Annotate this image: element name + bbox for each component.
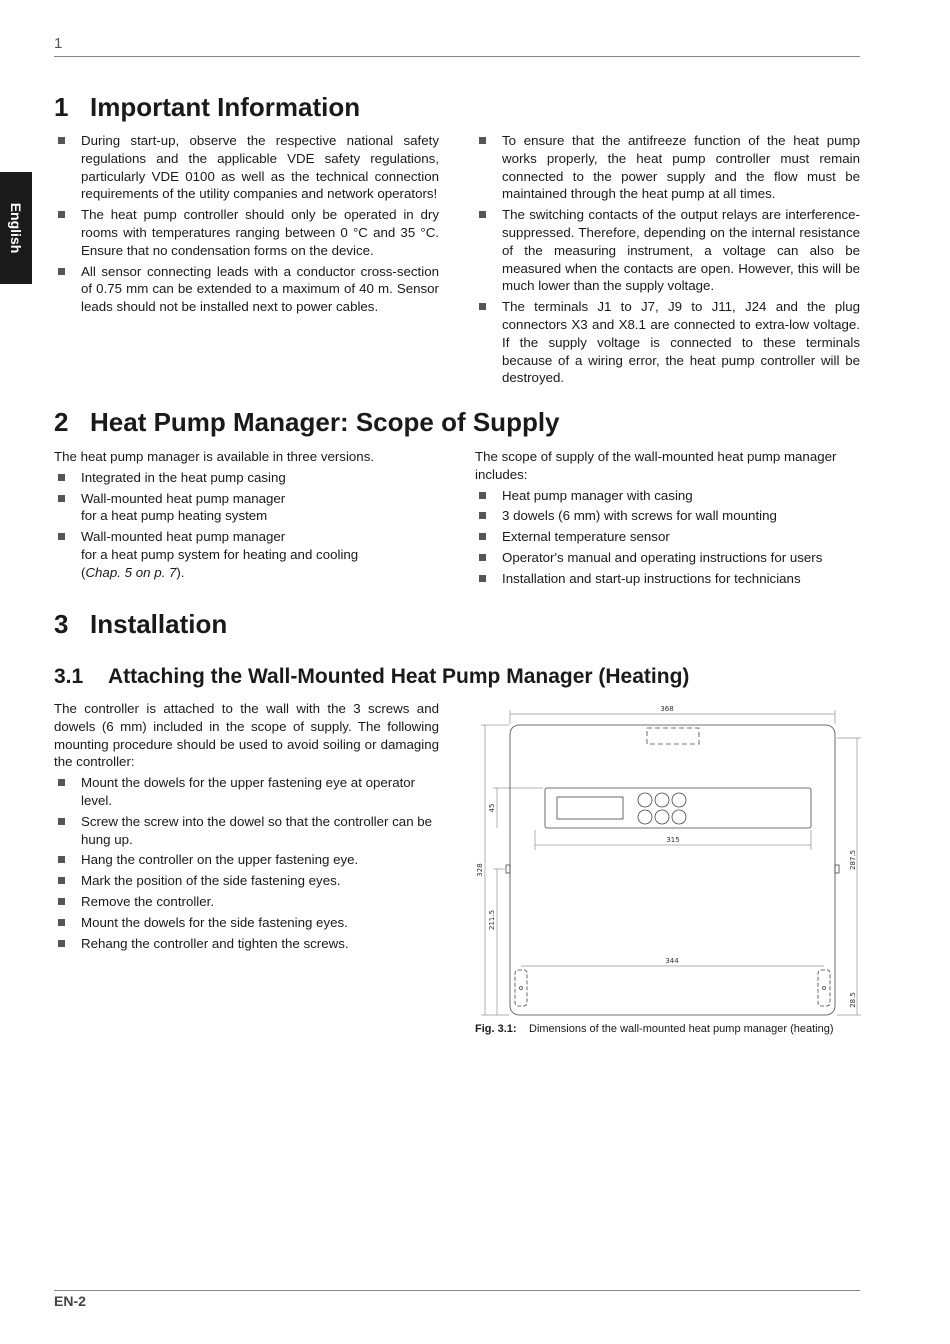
list-item: 3 dowels (6 mm) with screws for wall mounting: [475, 507, 860, 525]
list-item: Mount the dowels for the side fastening eyes.: [54, 914, 439, 932]
list-item: During start-up, observe the respective national safety regulations and the applicable VDE safety regulations, particularly VDE 0100 as well as the technical connection requirements of the utility companies and network operators!: [54, 132, 439, 203]
section-2-heading: 2 Heat Pump Manager: Scope of Supply: [54, 407, 560, 437]
footer-rule: [54, 1290, 860, 1291]
dim-right-height: 287.5: [849, 849, 857, 871]
list-item: Screw the screw into the dowel so that the controller can be hung up.: [54, 813, 439, 849]
section-1-right-column: [475, 132, 860, 390]
display-window: [557, 797, 623, 819]
list-item: Wall-mounted heat pump manager for a heat pump system for heating and cooling (Chap. 5 on p. 7).: [54, 528, 439, 581]
dim-width: 368: [660, 705, 674, 713]
list-item: Hang the controller on the upper fastening eye.: [54, 851, 439, 869]
panel-button: [638, 793, 652, 807]
list-item: Rehang the controller and tighten the screws.: [54, 935, 439, 953]
list-item: Installation and start-up instructions for technicians: [475, 570, 860, 588]
list-item: Integrated in the heat pump casing: [54, 469, 439, 487]
section-3-1-heading: 3.1 Attaching the Wall-Mounted Heat Pump Manager (Heating): [54, 665, 690, 688]
section-1-left-column: [54, 132, 439, 319]
section-3-heading: 3 Installation: [54, 609, 228, 639]
dim-panel-offset: 45: [488, 803, 496, 813]
list-item: Operator's manual and operating instructions for users: [475, 549, 860, 567]
list-item: Remove the controller.: [54, 893, 439, 911]
list-item: Mount the dowels for the upper fastening eye at operator level.: [54, 774, 439, 810]
right-side-eye: [835, 865, 839, 873]
cross-reference-link[interactable]: Chap. 5 on p. 7: [85, 564, 177, 580]
panel-button: [672, 793, 686, 807]
section-1-heading: 1 Important Information: [54, 92, 361, 122]
figure-caption: [475, 1023, 834, 1035]
language-tab-label: English: [8, 202, 24, 254]
list-item: All sensor connecting leads with a conductor cross-section of 0.75 mm can be extended to a maximum of 40 m. Sensor leads should not be installed next to power cables.: [54, 263, 439, 316]
dim-hole-spacing: 344: [665, 957, 679, 965]
dimension-drawing: [475, 700, 865, 1020]
footer-page-label: EN-2: [54, 1293, 86, 1309]
figure-label: Fig. 3.1:: [475, 1023, 517, 1035]
section-3-1-intro: The controller is attached to the wall with the 3 screws and dowels (6 mm) included in the scope of supply. The following mounting procedure should be used to avoid soiling or damaging the controller:: [54, 701, 439, 770]
list-item: Heat pump manager with casing: [475, 487, 860, 505]
section-2-left-column: [54, 448, 439, 585]
bottom-left-slot: [515, 970, 527, 1006]
section-3-1-text: [54, 700, 439, 955]
list-item: The terminals J1 to J7, J9 to J11, J24 and the plug connectors X3 and X8.1 are connected to extra-low voltage. If the supply voltage is connected to these terminals because of a wiring error, the heat pump controller will be destroyed.: [475, 298, 860, 387]
header-rule: [54, 56, 860, 57]
left-side-eye: [506, 865, 510, 873]
page-number: 1: [54, 35, 63, 52]
list-item: Wall-mounted heat pump manager for a heat pump heating system: [54, 490, 439, 526]
housing-outline: [510, 725, 835, 1015]
bottom-right-slot: [818, 970, 830, 1006]
dim-bottom-offset: 28.5: [849, 992, 857, 1008]
control-panel: [545, 788, 811, 828]
dim-height: 328: [476, 863, 484, 877]
section-2-right-intro: The scope of supply of the wall-mounted heat pump manager includes:: [475, 449, 837, 482]
panel-button: [672, 810, 686, 824]
top-fastening-eye: [647, 728, 699, 744]
panel-button: [638, 810, 652, 824]
panel-button: [655, 793, 669, 807]
list-item: The heat pump controller should only be operated in dry rooms with temperatures ranging between 0 °C and 35 °C. Ensure that no condensation forms on the device.: [54, 206, 439, 259]
figure-caption-text: Dimensions of the wall-mounted heat pump manager (heating): [529, 1023, 834, 1035]
panel-button: [655, 810, 669, 824]
list-item: To ensure that the antifreeze function of the heat pump works properly, the heat pump controller must remain connected to the power supply and the flow must be maintained through the heat pump at all times.: [475, 132, 860, 203]
list-item: External temperature sensor: [475, 528, 860, 546]
language-tab: [0, 172, 32, 284]
section-2-left-intro: The heat pump manager is available in three versions.: [54, 449, 375, 464]
section-2-right-column: [475, 448, 860, 591]
list-item: The switching contacts of the output relays are interference-suppressed. Therefore, depending on the internal resistance of the measuring instrument, a voltage can also be measured when the contacts are open. However, this will be much lower than the supply voltage.: [475, 206, 860, 295]
dim-lower-height: 211.5: [488, 909, 496, 931]
list-item: Mark the position of the side fastening eyes.: [54, 872, 439, 890]
dim-panel-width: 315: [666, 836, 680, 844]
